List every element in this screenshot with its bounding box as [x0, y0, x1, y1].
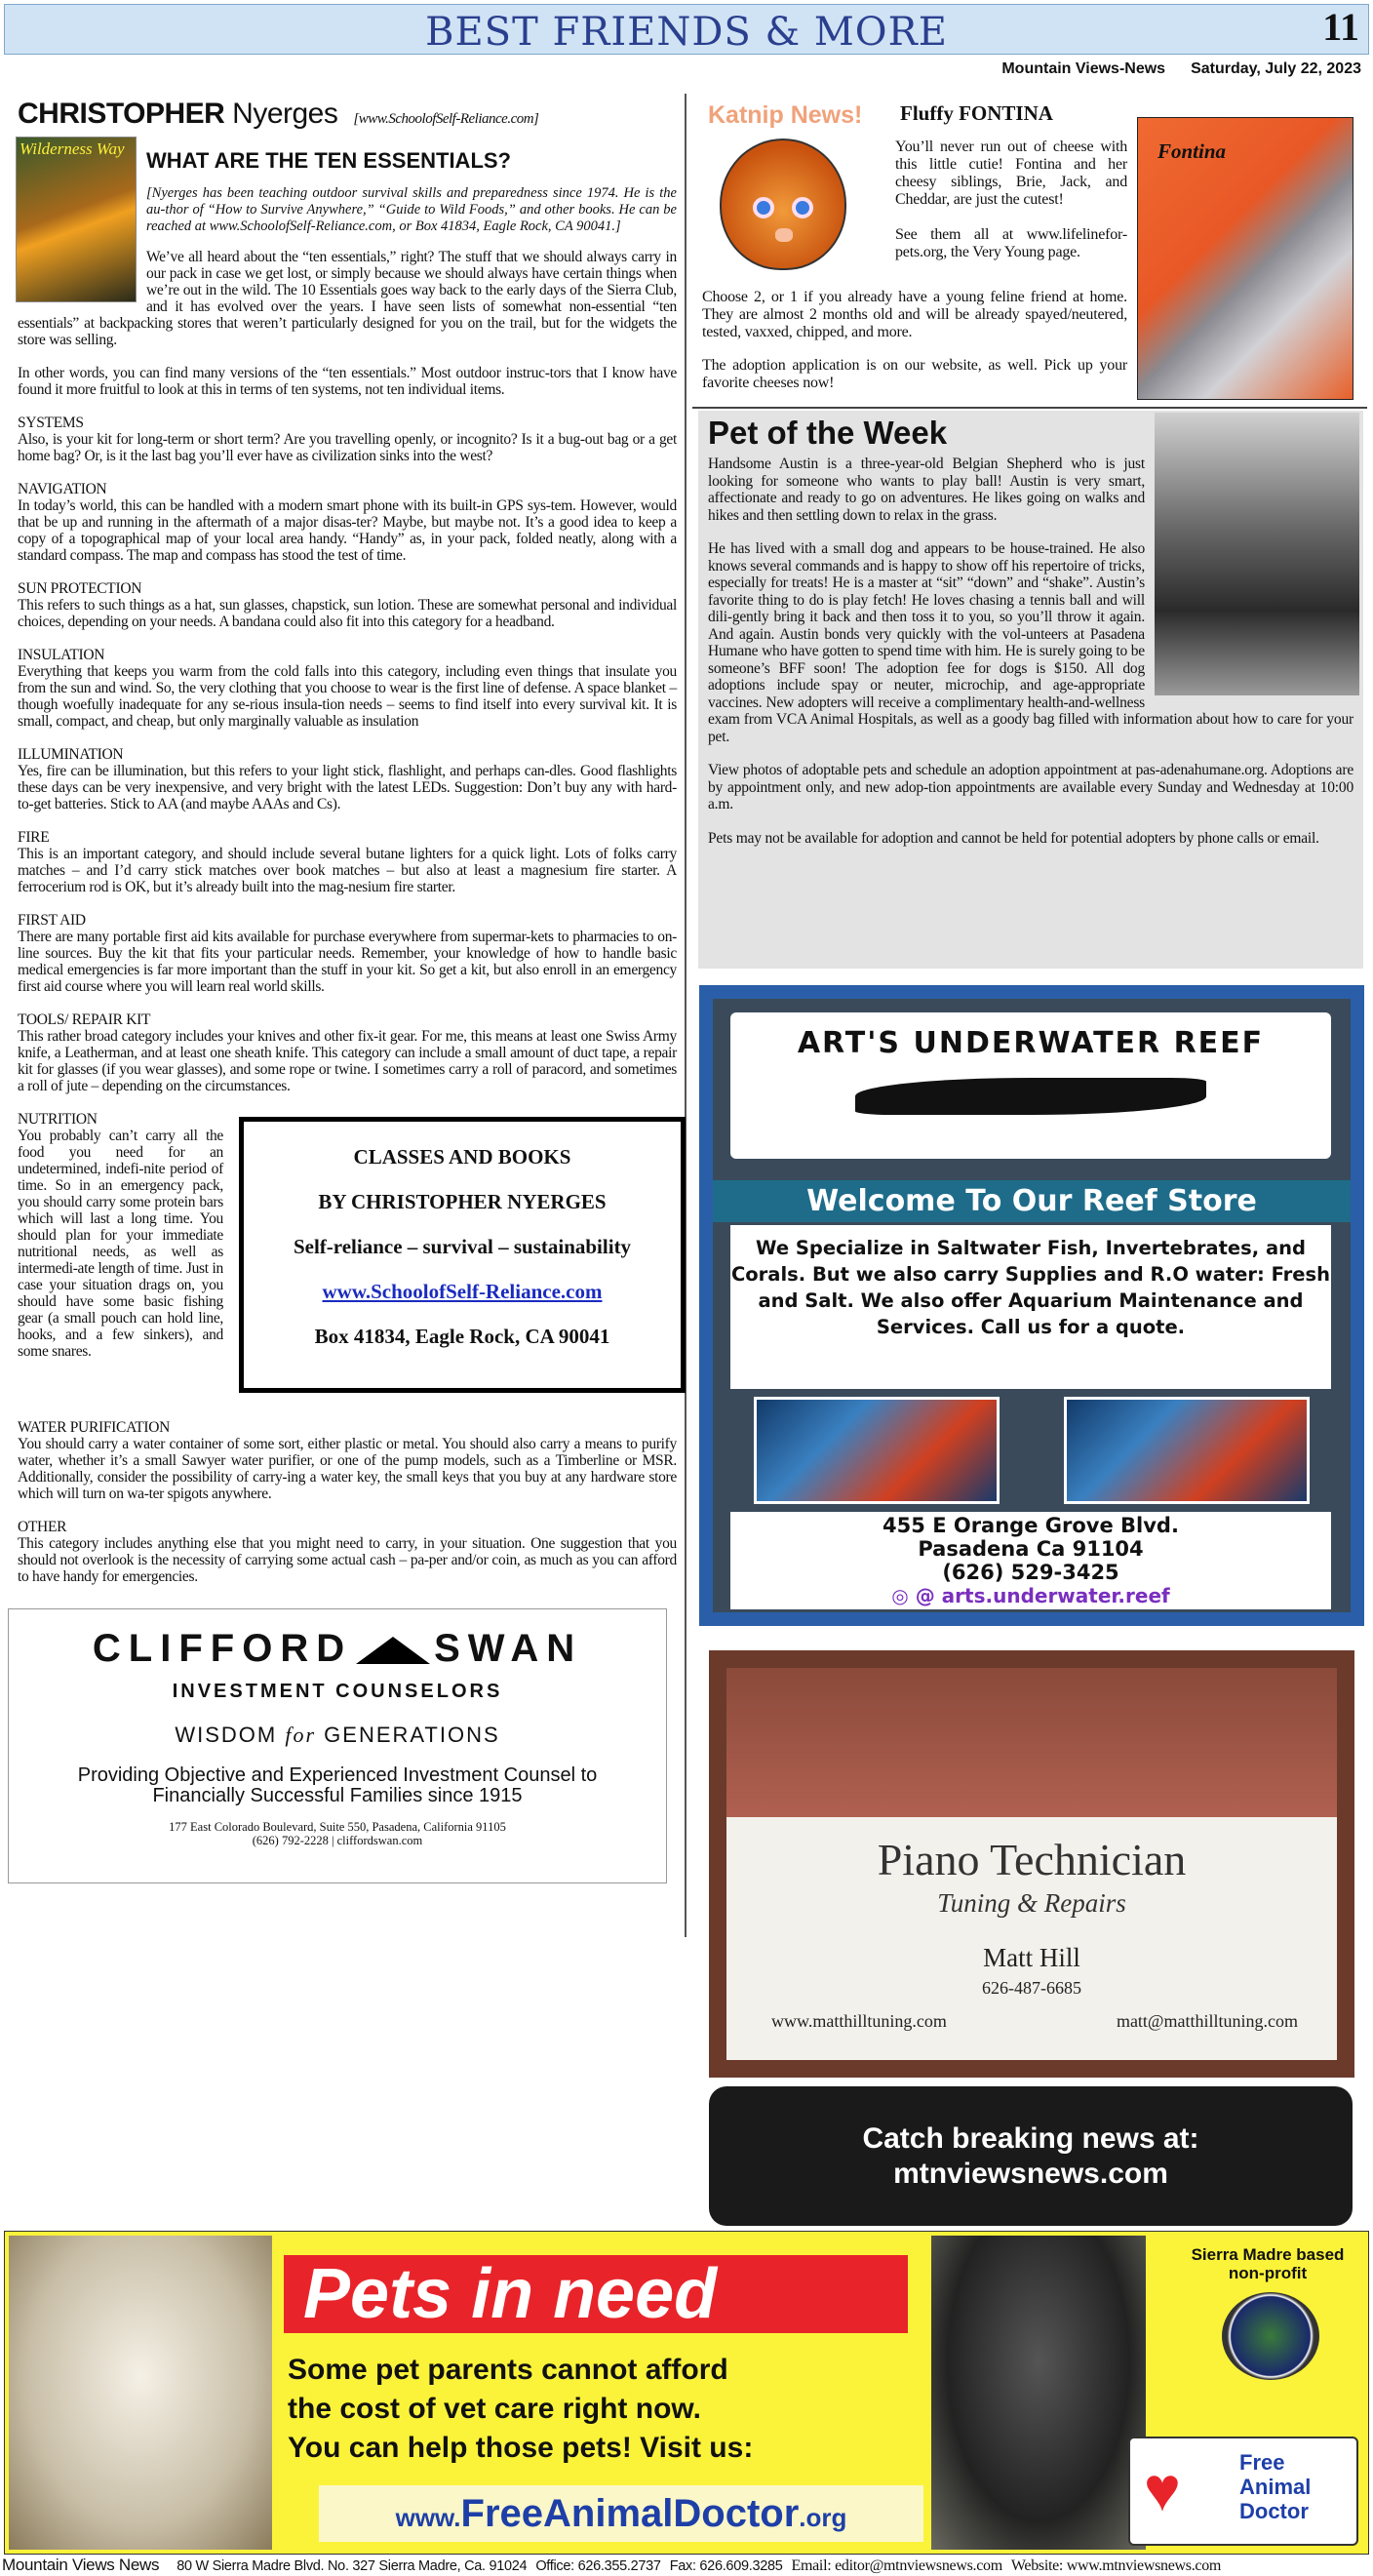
cat-face-illustration	[720, 139, 846, 270]
footer-website[interactable]: Website: www.mtnviewsnews.com	[1010, 2557, 1222, 2574]
section-body: Everything that keeps you warm from the cold falls into this category, including even things that insulate you from the sun and wind. So, the very clothing that you choose to wear is the first line of defense. A space blanket – though woefully inadequate for any se-rious insula-tion needs – seems to find itself into every survival kit. It is small, compact, and cheap, but only marginally valuable as insulation	[18, 663, 677, 730]
pet-of-week-title: Pet of the Week	[708, 415, 948, 451]
author-url: [www.SchoolofSelf-Reliance.com]	[353, 111, 539, 127]
dog-photo	[931, 2236, 1146, 2550]
footer-fax: Fax: 626.609.3285	[669, 2558, 783, 2574]
header-dateline	[976, 60, 1361, 78]
article-ten-essentials	[18, 98, 677, 1883]
section-heading: FIRST AID	[18, 912, 86, 929]
column-divider	[685, 94, 686, 1937]
clifford-logo	[9, 1627, 666, 1671]
cat-eye-icon	[792, 197, 813, 218]
ad-tagline	[9, 1723, 666, 1748]
section-divider	[692, 407, 1367, 409]
footer-office: Office: 626.355.2737	[535, 2558, 661, 2574]
paragraph: He has lived with a small dog and appears to be house-trained. He also knows several commands and is happy to show off his repertoire of tricks, especially for treats! He is a master at “sit” “down” and “shake”. Austin’s favorite thing to do is play fetch! He loves chasing a tennis ball and will dili-gently bring it back and then toss it to you, so you’ll throw it again. And again. Austin bonds very quickly with the vol-unteers at Pasadena Humane who have gotten to spend time with him. He is surely going to be someone’s BFF soon! The adoption fee for dogs is $150. All dog adoptions include spay or neuter, microchip, and age-appropriate vaccines. New adopters will receive a complimentary health-and-wellness exam from VCA Animal Hospitals, as well as a goody bag filled with information about how to care for your pet.	[708, 540, 1353, 745]
city: Pasadena Ca 91104	[918, 1537, 1144, 1561]
section-heading: ILLUMINATION	[18, 746, 124, 763]
paragraph: See them all at www.lifelinefor-pets.org, the Very Young page.	[895, 226, 1127, 260]
cat-eye-icon	[753, 197, 774, 218]
tag-text: for	[285, 1723, 317, 1747]
instagram-icon: ◎	[891, 1584, 916, 1607]
section-body: This category includes anything else that you might need to carry, in your situation. One suggestion that you should not overlook is the necessity of carrying some actual cash – pa-per and/or coin, as much as you can afford to have handy for emergencies.	[18, 1535, 677, 1585]
paragraph: Handsome Austin is a three-year-old Belgian Shepherd who is just looking for someone who wants to play ball! Austin is very smart, affectionate and ready to go on adventures. He likes going on walks and hikes and then settling down to relax in the grass.	[708, 456, 1145, 524]
logo-text: CLIFFORD	[92, 1627, 353, 1670]
article-section	[18, 1111, 677, 1403]
reef-body: We Specialize in Saltwater Fish, Invertebrates, and Corals. But we also carry Supplies and R.O water: Fresh and Salt. We also offer Aquarium Maintenance and Services. Call us for a quote.	[730, 1225, 1331, 1389]
section-heading: OTHER	[18, 1519, 67, 1535]
section-heading: TOOLS/ REPAIR KIT	[18, 1011, 151, 1028]
piano-technician-ad[interactable]	[709, 1650, 1354, 2078]
section-heading: INSULATION	[18, 647, 105, 663]
body-line: Some pet parents cannot afford	[288, 2354, 728, 2386]
section-heading: SYSTEMS	[18, 415, 84, 431]
photo-caption: Fontina	[1157, 139, 1227, 163]
pyramid-logo-icon	[356, 1637, 430, 1664]
paragraph: In other words, you can find many versions of the “ten essentials.” Most outdoor instruc-tors that I know have found it more fruitful to look at this in terms of ten systems, not ten individual items.	[18, 365, 677, 398]
tag-text: WISDOM	[175, 1723, 278, 1747]
reef-welcome: Welcome To Our Reef Store	[713, 1180, 1351, 1222]
street: 455 E Orange Grove Blvd.	[883, 1514, 1179, 1537]
card-title: Piano Technician	[877, 1835, 1187, 1884]
article-section	[18, 746, 677, 812]
paragraph: View photos of adoptable pets and schedule an adoption appointment at pas-adenahumane.org. Adoptions are by appointment only, and new adop-tion appointments are available every Sunday and Wednesday at 10:00 a.m.	[708, 762, 1353, 812]
article-section	[18, 481, 677, 564]
aquarium-photo	[754, 1397, 1000, 1504]
section-title: BEST FRIENDS & MORE	[425, 10, 948, 55]
banner-url: mtnviewsnews.com	[893, 2158, 1168, 2190]
footer-email[interactable]: Email: editor@mtnviewsnews.com	[791, 2557, 1002, 2574]
publication-name: Mountain Views-News	[1001, 60, 1166, 77]
author-last: Nyerges	[232, 98, 338, 130]
breaking-news-banner[interactable]	[709, 2086, 1353, 2226]
heart-icon: ♥	[1144, 2455, 1181, 2524]
section-body: There are many portable first aid kits available for purchase everywhere from supermar-kets to pharmacies to on-line sources. Buy the kit that fits your particular needs. Remember, your knowledge of how to handle basic medical emergencies is far more important than the stuff in your kit. So get a kit, but also enroll in an emergency first aid course where you will learn real world skills.	[18, 929, 677, 995]
card-email: matt@matthilltuning.com	[1116, 2011, 1298, 2031]
section-body: This is an important category, and should include several butane lighters for a quick light. Lots of folks carry matches – and I’d carry stick matches over book matches – but also at least a magnesium fire starter. A ferrocerium rod is OK, but it’s already built into the mag-nesium fire starter.	[18, 846, 677, 895]
katnip-text	[895, 139, 1127, 261]
fontina-photo	[1137, 117, 1353, 400]
section-heading: FIRE	[18, 829, 50, 846]
katnip-text-wide	[702, 289, 1127, 392]
body-line: the cost of vet care right now.	[288, 2393, 701, 2425]
paragraph: Choose 2, or 1 if you already have a young feline friend at home. They are almost 2 months old and will be already spayed/neutered, tested, vaxxed, chipped, and more.	[702, 289, 1127, 340]
pets-body	[288, 2351, 931, 2468]
author-intro: [Nyerges has been teaching outdoor survival skills and preparedness since 1974. He is the au-thor of “How to Survive Anywhere,” “Guide to Wild Foods,” and other books. He can be reached at www.SchoolofSelf-Reliance.com, or Box 41834, Eagle Rock, CA 90041.]	[146, 185, 677, 234]
article-section	[18, 1419, 677, 1502]
reef-address	[730, 1512, 1331, 1609]
pet-of-the-week	[698, 411, 1363, 969]
url-part: FreeAnimalDoctor	[460, 2492, 800, 2535]
footer-address: 80 W Sierra Madre Blvd. No. 327 Sierra Madre, Ca. 91024	[177, 2558, 528, 2574]
page-footer	[0, 2556, 1373, 2575]
free-animal-doctor-logo	[1128, 2437, 1358, 2546]
classes-and-books-box	[239, 1117, 686, 1393]
katnip-logo: Katnip News!	[708, 101, 863, 129]
ad-phone-web: (626) 792-2228 | cliffordswan.com	[252, 1834, 423, 1847]
sierra-madre-seal-icon	[1222, 2292, 1319, 2380]
nonprofit-badge: Sierra Madre based non-profit	[1191, 2245, 1345, 2282]
classes-line: CLASSES AND BOOKS	[353, 1145, 571, 1169]
phone: (626) 529-3425	[942, 1561, 1119, 1584]
paragraph: You’ll never run out of cheese with this little cutie! Fontina and her cheesy siblings, Brie, Jack, and Cheddar, are just the cutest!	[895, 139, 1127, 208]
url-part: .org	[799, 2503, 847, 2532]
tag-text: GENERATIONS	[324, 1723, 500, 1747]
section-body: You probably can’t carry all the food you need for an undetermined, indefi-nite period of time. So in an emergency pack, you should carry some protein bars which will last a long time. You should plan for your immediate nutritional needs, as well as intermedi-ate length of time. Just in case your situation drags on, you should have some basic fishing gear (a small pouch can hold line, hooks, and a few sinkers), and some snares.	[18, 1128, 223, 1360]
article-section	[18, 1011, 677, 1094]
classes-line: Self-reliance – survival – sustainability	[293, 1235, 632, 1258]
card-name: Matt Hill	[983, 1943, 1080, 1972]
byline	[18, 98, 677, 131]
author-first: CHRISTOPHER	[18, 98, 225, 130]
aquarium-photo	[1064, 1397, 1310, 1504]
section-heading: WATER PURIFICATION	[18, 1419, 171, 1436]
chihuahua-photo	[9, 2236, 272, 2550]
pets-title: Pets in need	[284, 2255, 908, 2333]
katnip-news	[700, 98, 1367, 400]
card-subtitle: Tuning & Repairs	[937, 1888, 1126, 1918]
paragraph: The adoption application is on our website, as well. Pick up your favorite cheeses now!	[702, 357, 1127, 391]
instagram-text: @ arts.underwater.reef	[915, 1584, 1170, 1607]
article-section	[18, 829, 677, 895]
page-header	[0, 0, 1373, 84]
katnip-title: Fluffy FONTINA	[900, 101, 1053, 125]
body-line: You can help those pets! Visit us:	[288, 2432, 754, 2464]
ad-subtitle: INVESTMENT COUNSELORS	[172, 1681, 503, 1702]
card-phone: 626-487-6685	[982, 1978, 1081, 1998]
book-title: Wilderness Way	[20, 139, 125, 158]
school-link[interactable]: www.SchoolofSelf-Reliance.com	[322, 1280, 603, 1303]
article-section	[18, 580, 677, 630]
section-heading: NAVIGATION	[18, 481, 107, 497]
dog-photo	[1155, 413, 1359, 695]
paragraph: We’ve all heard about the “ten essentials,” right? The stuff that we should always carry in our pack in case we get lost, or simply because we should always have certain things when we’re out in the wild. The 10 Essentials goes way back to the early days of the Sierra Club, and it has evolved over the years. I have seen lists of somewhat non-essential “ten essentials” at backpacking stores that weren’t particularly designed for you on the trail, but for the widgets the store was selling.	[18, 249, 677, 348]
business-card	[726, 1668, 1337, 2060]
issue-date: Saturday, July 22, 2023	[1191, 60, 1361, 77]
classes-address: Box 41834, Eagle Rock, CA 90041	[314, 1325, 610, 1348]
section-body: You should carry a water container of some sort, either plastic or metal. You should also carry a means to purify water, whether it’s a small Sawyer water purifier, or one of the pump models, such as a Timberline or MSR. Additionally, consider the possibility of carry-ing a water key, the small keys that you buy at any hardware store which will turn on wa-ter spigots anywhere.	[18, 1436, 677, 1502]
cat-nose-icon	[775, 228, 793, 242]
logo-text: ART'S UNDERWATER REEF	[797, 1026, 1265, 1060]
pets-in-need-ad[interactable]	[4, 2231, 1369, 2555]
article-section	[18, 647, 677, 730]
free-animal-doctor-link[interactable]	[319, 2485, 923, 2542]
section-body: In today’s world, this can be handled with a modern smart phone with its built-in GPS sys-tem. However, would that be up and running in the aftermath of a major disas-ter? Maybe, but maybe not. It’s a good idea to keep a copy of a topographical map of your local area handy. “Handy” as, in your pack, folded neatly, along with a standard compass. The map and compass has stood the test of time.	[18, 497, 677, 564]
classes-line: BY CHRISTOPHER NYERGES	[318, 1190, 607, 1213]
url-part: www.	[395, 2503, 461, 2532]
headline: WHAT ARE THE TEN ESSENTIALS?	[146, 148, 511, 173]
logo-text: Free Animal Doctor	[1239, 2450, 1312, 2523]
paragraph: Pets may not be available for adoption and cannot be held for potential adopters by phone calls or email.	[708, 829, 1319, 847]
section-heading: SUN PROTECTION	[18, 580, 142, 597]
card-website: www.matthilltuning.com	[771, 2011, 947, 2031]
ad-address: 177 East Colorado Boulevard, Suite 550, Pasadena, California 91105	[169, 1820, 506, 1834]
article-section	[18, 912, 677, 995]
logo-text: SWAN	[434, 1627, 583, 1670]
section-body: Yes, fire can be illumination, but this refers to your light stick, flashlight, and perhaps can-dles. Good flashlights these days can be very inexpensive, and very bright with the latest LEDs. Suggestion: Don’t buy any with hard-to-get batteries. Stick to AA (and maybe AAAs and Cs).	[18, 763, 677, 812]
instagram-handle	[730, 1584, 1331, 1607]
reef-logo	[730, 1012, 1331, 1159]
ad-contact	[9, 1820, 666, 1847]
underwater-reef-ad[interactable]	[699, 985, 1364, 1626]
page-number: 11	[1322, 5, 1359, 49]
banner-line: Catch breaking news at:	[862, 2122, 1199, 2155]
book-cover-image	[16, 137, 137, 302]
section-body: Also, is your kit for long-term or short term? Are you travelling openly, or incognito? Is it a bug-out bag or a get home bag? Or, is it the last bag you’ll ever have as civilization sinks into the west?	[18, 431, 677, 464]
ad-body: Providing Objective and Experienced Investment Counsel to Financially Successful Families since 1915	[77, 1764, 598, 1806]
ad-inner	[713, 999, 1351, 1612]
clifford-swan-ad[interactable]	[8, 1608, 667, 1883]
article-section	[18, 415, 677, 464]
section-heading: NUTRITION	[18, 1111, 98, 1128]
shark-icon	[855, 1078, 1206, 1115]
article-section	[18, 1519, 677, 1585]
footer-name: Mountain Views News	[2, 2556, 160, 2574]
section-body: This rather broad category includes your knives and other fix-it gear. For me, this means at least one Swiss Army knife, a Leatherman, and at least one sheath knife. This category can include a small amount of duct tape, a repair kit for glasses (if you wear glasses), and some rope or twine. I sometimes carry a roll of paracord, and sometimes a roll of jute – depending on the circumstances.	[18, 1028, 677, 1094]
section-body: This refers to such things as a hat, sun glasses, chapstick, sun lotion. These are somewhat personal and individual choices, depending on your needs. A bandana could also fit into this category for a headband.	[18, 597, 677, 630]
